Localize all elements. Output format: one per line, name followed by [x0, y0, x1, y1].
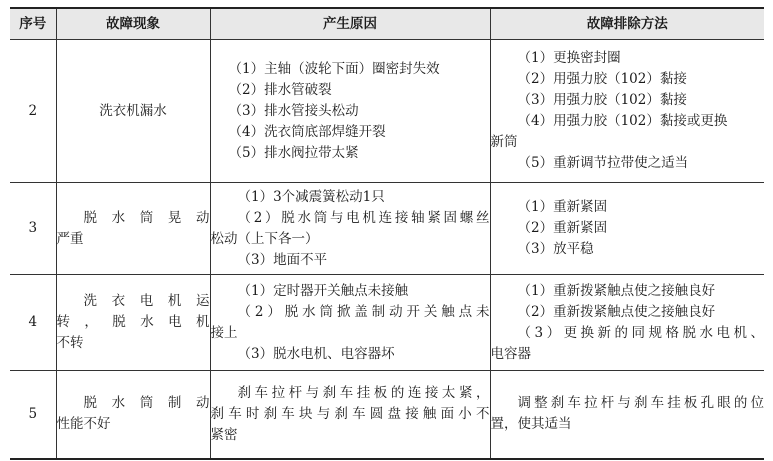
symptom-line: 脱水筒制动 — [83, 395, 210, 412]
table-row — [10, 275, 764, 371]
remedy-item: （1）重新紧固 — [517, 199, 608, 215]
cause-item: （5）排水阀拉带太紧 — [228, 144, 359, 161]
remedy-item: 调整刹车拉杆与刹车挂板孔眼的位 — [517, 395, 764, 412]
symptom-cell — [56, 371, 210, 459]
remedy-cell — [490, 275, 764, 371]
remedy-item: （5）重新调节拉带使之适当 — [517, 155, 689, 171]
cause-item: 刹车时刹车块与刹车圆盘接触面小不 — [210, 405, 490, 422]
symptom-line: 性能不好 — [56, 416, 111, 433]
header-cause: 产生原因 — [210, 8, 490, 40]
cause-item: （4）洗衣筒底部焊缝开裂 — [228, 123, 386, 140]
row-number: 3 — [10, 183, 56, 275]
cause-cell — [210, 183, 490, 275]
remedy-item: （3）用强力胶（102）黏接 — [517, 92, 687, 108]
remedy-cell — [490, 183, 764, 275]
symptom-line: 转，脱水电机 — [56, 314, 210, 330]
cause-item: （2）脱水筒与电机连接轴紧固螺丝 — [237, 209, 490, 226]
row-number: 5 — [10, 371, 56, 459]
cause-item: （1）主轴（波轮下面）圈密封失效 — [228, 60, 440, 77]
remedy-cell — [490, 371, 764, 459]
symptom-line: 不转 — [56, 335, 84, 351]
cause-cell — [210, 371, 490, 459]
cause-cell — [210, 275, 490, 371]
header-no: 序号 — [10, 8, 56, 40]
row-number: 2 — [10, 40, 56, 183]
cause-item: （3）脱水电机、电容器坏 — [237, 345, 395, 362]
cause-item: 接上 — [210, 324, 238, 341]
symptom-line: 洗衣电机运 — [83, 293, 210, 309]
cause-item: （1）定时器开关触点未接触 — [237, 282, 409, 299]
remedy-item: 电容器 — [490, 345, 531, 362]
remedy-item: （4）用强力胶（102）黏接或更换 — [517, 113, 728, 129]
symptom-line: 严重 — [56, 230, 84, 247]
remedy-item: （1）重新拨紧触点使之接触良好 — [517, 282, 716, 299]
table-row — [10, 371, 764, 459]
remedy-item: （1）更换密封圈 — [517, 50, 621, 66]
cause-cell — [210, 40, 490, 183]
remedy-item: （2）重新拨紧触点使之接触良好 — [517, 303, 716, 320]
remedy-item: （3）放平稳 — [517, 241, 594, 257]
symptom-line: 脱水筒晃动 — [83, 209, 210, 226]
cause-item: 刹车拉杆与刹车挂板的连接太紧， — [237, 384, 490, 401]
cause-item: 松动（上下各一） — [210, 230, 319, 247]
header-symptom: 故障现象 — [56, 8, 210, 40]
remedy-item: （3）更换新的同规格脱水电机、 — [517, 324, 764, 341]
table-row — [10, 183, 764, 275]
remedy-item: （2）重新紧固 — [517, 220, 608, 236]
cause-item: （3）地面不平 — [237, 251, 328, 268]
symptom-cell: 洗衣机漏水 — [56, 40, 210, 183]
table-row — [10, 40, 764, 183]
remedy-cell — [490, 40, 764, 183]
row-number: 4 — [10, 275, 56, 371]
cause-item: （2）脱水筒掀盖制动开关触点未 — [237, 303, 490, 320]
cause-item: （2）排水管破裂 — [228, 81, 332, 98]
remedy-item: 新筒 — [490, 134, 518, 150]
cause-item: （1）3个减震簧松动1只 — [237, 188, 385, 205]
remedy-item: （2）用强力胶（102）黏接 — [517, 71, 687, 87]
header-row — [10, 8, 764, 40]
header-remedy: 故障排除方法 — [490, 8, 764, 40]
fault-table — [10, 7, 764, 460]
remedy-item: 置，使其适当 — [490, 416, 572, 433]
symptom-cell — [56, 275, 210, 371]
cause-item: （3）排水管接头松动 — [228, 102, 359, 119]
symptom-cell — [56, 183, 210, 275]
cause-item: 紧密 — [210, 426, 238, 443]
